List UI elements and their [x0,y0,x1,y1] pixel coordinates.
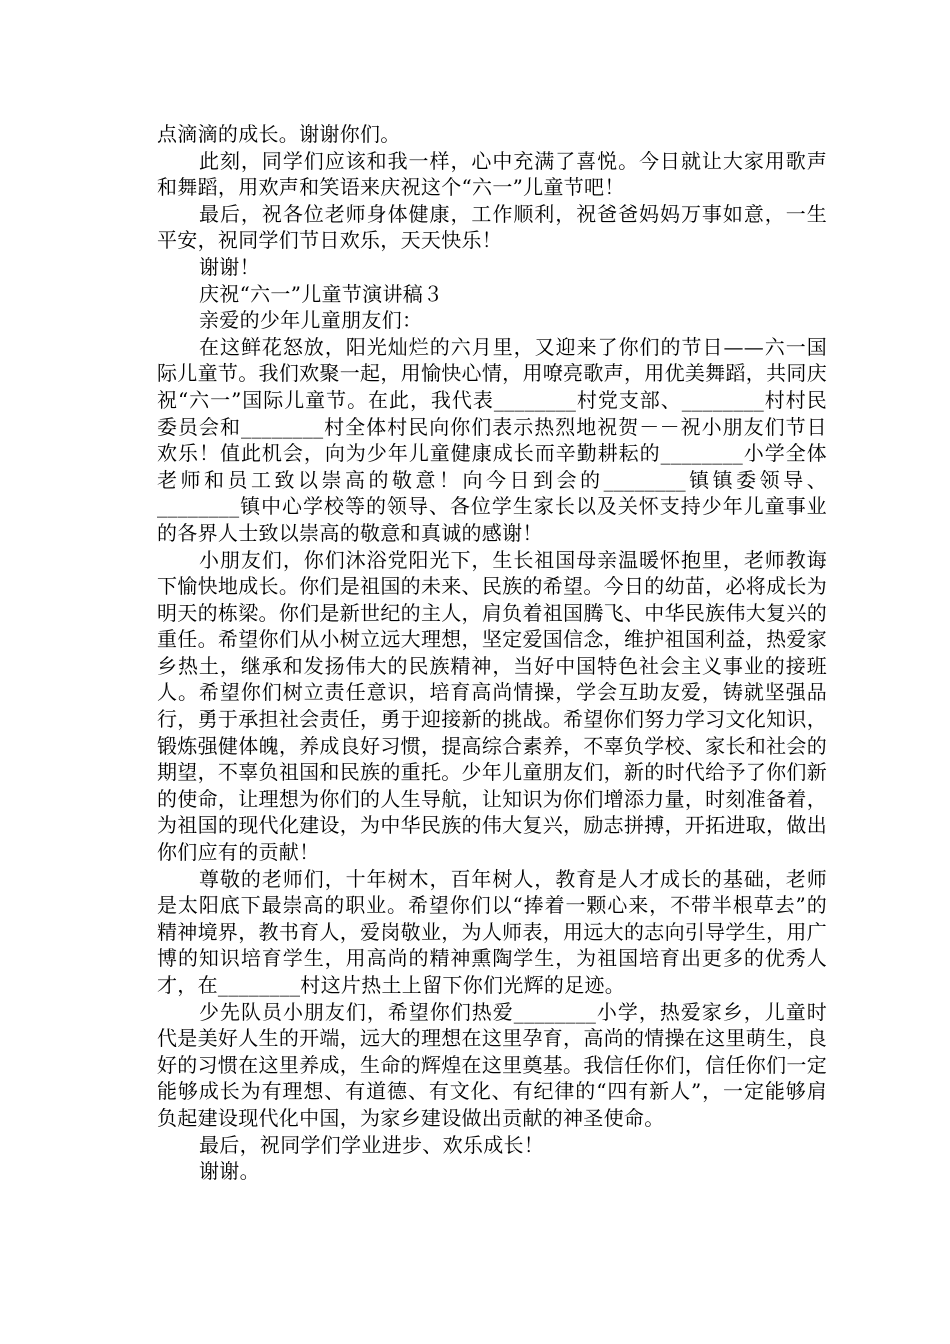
paragraph-thanks: 谢谢！ [199,254,260,279]
paragraph-continuation: 点滴滴的成长。谢谢你们。 [157,122,401,146]
speech-title: 庆祝“六一”儿童节演讲稿３ [199,281,444,306]
speech-salutation: 亲爱的少年儿童朋友们： [199,308,423,333]
paragraph-teachers: 尊敬的老师们，十年树木，百年树人，教育是人才成长的基础，老师是太阳底下最崇高的职业。希望你们以“捧着一颗心来，不带半根草去”的精神境界，教书育人，爱岗敬业，为人师表，用远大的志向引导学生，用广博的知识培育学生，用高尚的精神熏陶学生，为祖国培育出更多的优秀人才，在________村这片热土上留下你们光辉的足迹。 [157,866,827,997]
paragraph-final-wishes: 最后，祝同学们学业进步、欢乐成长！ [199,1132,545,1157]
paragraph-closing-wishes: 最后，祝各位老师身体健康，工作顺利，祝爸爸妈妈万事如意，一生平安，祝同学们节日欢乐，天天快乐！ [157,201,827,253]
document-body [157,121,827,1185]
paragraph-joy: 此刻，同学们应该和我一样，心中充满了喜悦。今日就让大家用歌声和舞蹈，用欢声和笑语来庆祝这个“六一”儿童节吧！ [157,148,827,200]
paragraph-greeting: 在这鲜花怒放，阳光灿烂的六月里，又迎来了你们的节日——六一国际儿童节。我们欢聚一起，用愉快心情，用嘹亮歌声，用优美舞蹈，共同庆祝“六一”国际儿童节。在此，我代表________村党支部、________村村民委员会和________村全体村民向你们表示热烈地祝贺－－祝小朋友们节日欢乐！值此机会，向为少年儿童健康成长而辛勤耕耘的________小学全体老师和员工致以崇高的敬意！向今日到会的________镇镇委领导、________镇中心学校等的领导、各位学生家长以及关怀支持少年儿童事业的各界人士致以崇高的敬意和真诚的感谢！ [157,334,827,545]
paragraph-final-thanks: 谢谢。 [199,1159,260,1184]
paragraph-young-pioneers: 少先队员小朋友们，希望你们热爱________小学，热爱家乡，儿童时代是美好人生的开端，远大的理想在这里孕育，高尚的情操在这里萌生，良好的习惯在这里养成，生命的辉煌在这里奠基。我信任你们，信任你们一定能够成长为有理想、有道德、有文化、有纪律的“四有新人”，一定能够肩负起建设现代化中国，为家乡建设做出贡献的神圣使命。 [157,999,827,1130]
paragraph-children: 小朋友们，你们沐浴党阳光下，生长祖国母亲温暖怀抱里，老师教诲下愉快地成长。你们是祖国的未来、民族的希望。今日的幼苗，必将成长为明天的栋梁。你们是新世纪的主人，肩负着祖国腾飞、中华民族伟大复兴的重任。希望你们从小树立远大理想，坚定爱国信念，维护祖国利益，热爱家乡热土，继承和发扬伟大的民族精神，当好中国特色社会主义事业的接班人。希望你们树立责任意识，培育高尚情操，学会互助友爱，铸就坚强品行，勇于承担社会责任，勇于迎接新的挑战。希望你们努力学习文化知识，锻炼强健体魄，养成良好习惯，提高综合素养，不辜负学校、家长和社会的期望，不辜负祖国和民族的重托。少年儿童朋友们，新的时代给予了你们新的使命，让理想为你们的人生导航，让知识为你们增添力量，时刻准备着，为祖国的现代化建设，为中华民族的伟大复兴，励志拼搏，开拓进取，做出你们应有的贡献！ [157,547,827,865]
